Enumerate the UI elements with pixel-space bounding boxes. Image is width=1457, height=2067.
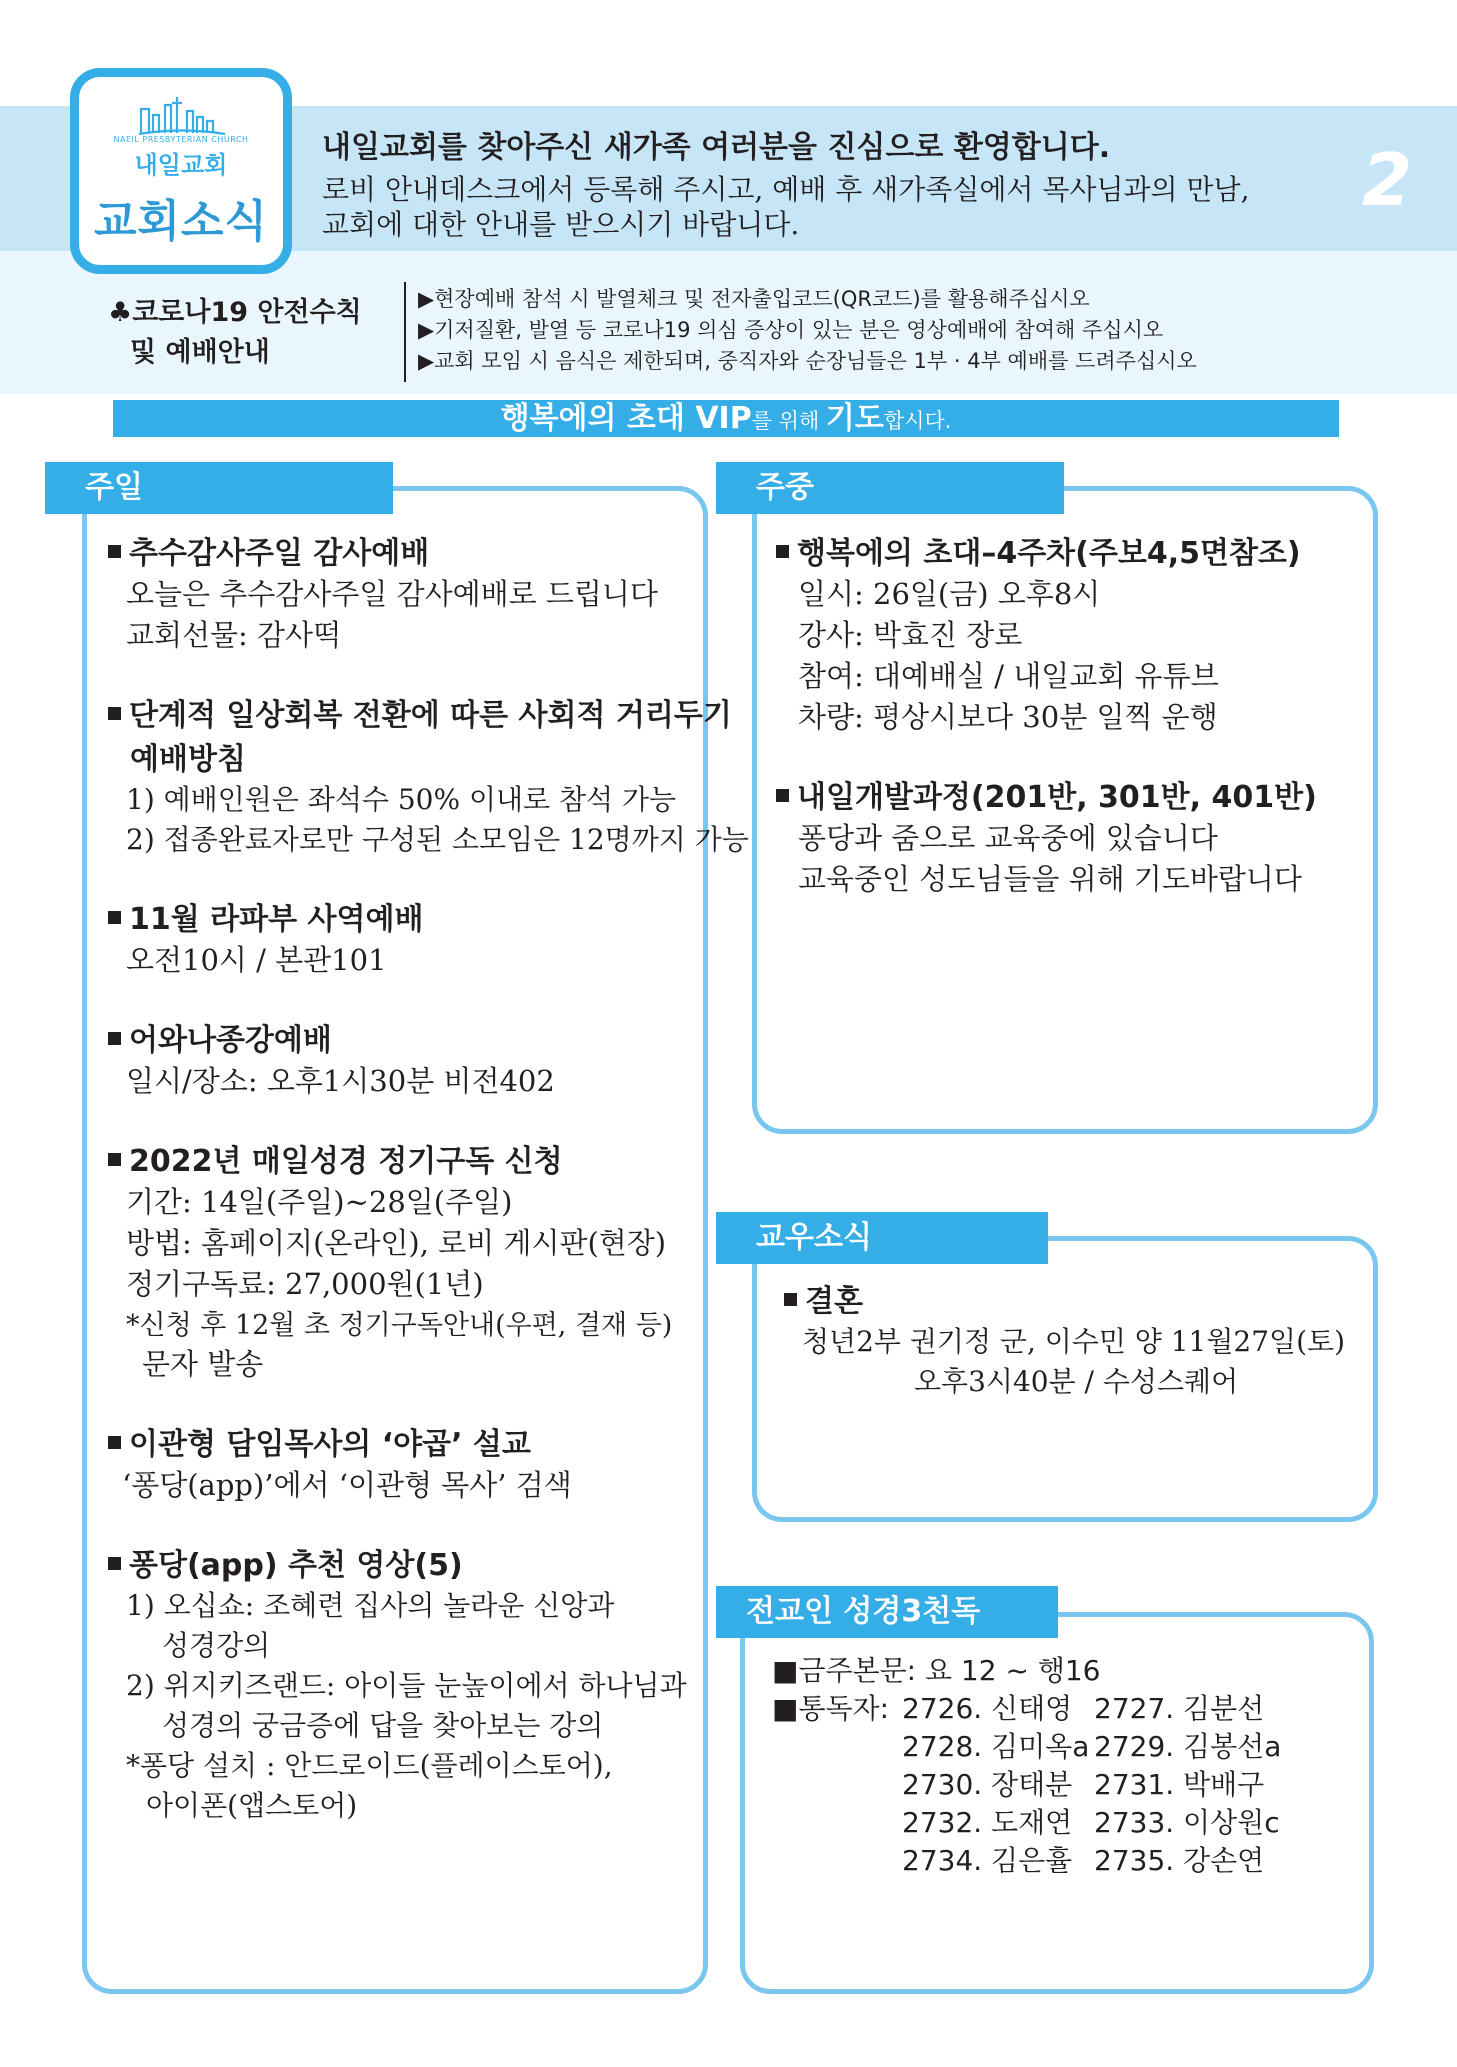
list-item: ▶기저질환, 발열 등 코로나19 의심 증상이 있는 분은 영상예배에 참여해 주십시오 (418, 318, 1164, 342)
divider (404, 282, 406, 382)
logo-church-name: 내일교회 (134, 151, 228, 179)
news-item-title (108, 1540, 688, 1584)
news-item-title-text: 결혼 (805, 1284, 863, 1319)
members-content (784, 1276, 1374, 1400)
news-item-title-text: 내일개발과정(201반, 301반, 401반) (797, 780, 1317, 815)
banner-text: 를 위해 (751, 409, 826, 433)
news-item (108, 894, 688, 979)
bullet-square-icon (108, 911, 121, 924)
welcome-line: 교회에 대한 안내를 받으시기 바랍니다. (322, 208, 800, 241)
bullet-square-icon (108, 1032, 121, 1045)
news-item-line: 오전10시 / 본관101 (126, 943, 387, 977)
reader-entry: 2732. 도재연 (902, 1806, 1073, 1839)
reader-row (902, 1766, 1281, 1804)
welcome-headline: 내일교회를 찾아주신 새가족 여러분을 진심으로 환영합니다. (322, 130, 1111, 165)
covid-notice-title-line: 및 예배안내 (130, 337, 270, 368)
news-item-title-text: 2022년 매일성경 정기구독 신청 (129, 1144, 563, 1179)
news-item-title-text: 단계적 일상회복 전환에 따른 사회적 거리두기 (129, 698, 732, 733)
news-item-title (776, 772, 1366, 816)
news-item-title-text: 이관형 담임목사의 ‘야곱’ 설교 (129, 1427, 531, 1462)
church-logo (70, 68, 292, 274)
news-item-title (108, 894, 688, 938)
reader-grid (902, 1690, 1281, 1880)
reader-entry: 2735. 강손연 (1094, 1844, 1265, 1877)
sunday-content (108, 528, 749, 1824)
news-item (108, 528, 688, 654)
news-item-line: 기간: 14일(주일)~28일(주일) (126, 1185, 513, 1219)
news-item-line: ‘퐁당(app)’에서 ‘이관형 목사’ 검색 (122, 1468, 572, 1502)
news-item (108, 1015, 688, 1100)
news-item-title-text: 11월 라파부 사역예배 (129, 902, 424, 937)
news-item-line: 아이폰(앱스토어) (146, 1789, 358, 1822)
news-item-line: 2) 위지키즈랜드: 아이들 눈높이에서 하나님과 (126, 1669, 687, 1702)
news-item-line: 강사: 박효진 장로 (798, 618, 1023, 652)
reader-row (902, 1842, 1281, 1880)
bullet-square-icon (776, 545, 789, 558)
bullet-square-icon (108, 1436, 121, 1449)
bible-reading-tab: 전교인 성경3천독 (716, 1586, 1058, 1638)
news-item-line: 문자 발송 (142, 1347, 264, 1381)
banner-strong: 기도 (825, 401, 884, 436)
news-item-title (108, 1136, 688, 1180)
list-item: ▶현장예배 참석 시 발열체크 및 전자출입코드(QR코드)를 활용해주십시오 (418, 287, 1090, 311)
bible-passage: ■금주본문: 요 12 ~ 행16 (772, 1654, 1101, 1687)
news-item (108, 1540, 688, 1824)
news-item-title (108, 690, 732, 734)
church-skyline-icon (137, 95, 227, 135)
welcome-line: 로비 안내데스크에서 등록해 주시고, 예배 후 새가족실에서 목사님과의 만남, (322, 173, 1250, 206)
banner-text: 합시다. (883, 409, 952, 433)
logo-english-name: NAEIL PRESBYTERIAN CHURCH (113, 135, 249, 144)
news-item-line: 오늘은 추수감사주일 감사예배로 드립니다 (126, 577, 658, 611)
reader-entry: 2734. 김은휼 (902, 1844, 1073, 1877)
reader-entry: 2733. 이상원c (1094, 1806, 1280, 1839)
members-tab: 교우소식 (716, 1212, 1048, 1264)
covid-notice-list (418, 284, 1197, 377)
news-item-line: *퐁당 설치 : 안드로이드(플레이스토어), (126, 1749, 613, 1782)
news-item-title-text: 행복에의 초대–4주차(주보4,5면참조) (797, 536, 1301, 571)
bullet-square-icon (784, 1293, 797, 1306)
bullet-square-icon (776, 789, 789, 802)
news-item-line: 성경의 궁금증에 답을 찾아보는 강의 (162, 1709, 604, 1742)
vip-prayer-banner (113, 400, 1339, 437)
news-item-line: 퐁당과 줌으로 교육중에 있습니다 (798, 821, 1218, 855)
news-item-line: 1) 예배인원은 좌석수 50% 이내로 참석 가능 (126, 783, 677, 816)
news-item-title (108, 528, 688, 572)
reader-entry: 2728. 김미옥a (902, 1730, 1090, 1763)
sunday-tab: 주일 (45, 462, 393, 514)
bullet-square-icon (108, 1557, 121, 1570)
reader-entry: 2730. 장태분 (902, 1768, 1073, 1801)
bullet-square-icon (108, 1153, 121, 1166)
reader-row (902, 1728, 1281, 1766)
news-item-title (776, 528, 1366, 572)
news-item-line: 교회선물: 감사떡 (126, 618, 342, 652)
page-title: 교회소식 (93, 196, 268, 247)
news-item-title-text: 추수감사주일 감사예배 (129, 536, 430, 571)
list-item: ▶교회 모임 시 음식은 제한되며, 중직자와 순장님들은 1부 · 4부 예배를 드려주십시오 (418, 349, 1197, 373)
news-item-line: 오후3시40분 / 수성스퀘어 (914, 1365, 1239, 1398)
weekday-content (776, 528, 1366, 898)
reader-entry: 2729. 김봉선a (1094, 1730, 1282, 1763)
news-item-line: 차량: 평상시보다 30분 일찍 운행 (798, 700, 1218, 734)
news-item-title (784, 1276, 1374, 1320)
bible-reading-content (772, 1652, 1362, 1885)
news-item-line: 청년2부 권기정 군, 이수민 양 11월27일(토) (802, 1325, 1345, 1358)
weekday-tab: 주중 (716, 462, 1064, 514)
news-item-line: 일시: 26일(금) 오후8시 (798, 577, 1101, 611)
page-number: 2 (1362, 138, 1413, 222)
bullet-square-icon (108, 707, 121, 720)
news-item-line: 교육중인 성도님들을 위해 기도바랍니다 (798, 862, 1302, 896)
news-item (776, 772, 1366, 898)
news-item-title-text: 퐁당(app) 추천 영상(5) (129, 1548, 463, 1583)
news-item-line: 2) 접종완료자로만 구성된 소모임은 12명까지 가능 (126, 823, 749, 856)
reader-row (902, 1690, 1281, 1728)
news-item-title (108, 1015, 688, 1059)
reader-entry: 2731. 박배구 (1094, 1768, 1265, 1801)
news-item-line: 일시/장소: 오후1시30분 비전402 (126, 1064, 555, 1098)
news-item (776, 528, 1366, 736)
banner-strong: 행복에의 초대 VIP (500, 401, 752, 436)
reader-list (772, 1690, 1362, 1885)
news-item-line: 참여: 대예배실 / 내일교회 유튜브 (798, 659, 1219, 693)
news-item-line: 방법: 홈페이지(온라인), 로비 게시판(현장) (126, 1226, 667, 1260)
news-item-line: 정기구독료: 27,000원(1년) (126, 1267, 484, 1301)
news-item (108, 1136, 688, 1383)
reader-row (902, 1804, 1281, 1842)
news-item-title-text: 예배방침 (130, 742, 246, 777)
reader-entry: 2726. 신태영 (902, 1692, 1073, 1725)
news-item (108, 690, 749, 858)
bullet-square-icon (108, 545, 121, 558)
news-item (108, 1419, 688, 1504)
news-item-title (108, 1419, 688, 1463)
covid-notice-title (108, 293, 362, 373)
news-item-title-text: 어와나종강예배 (129, 1023, 332, 1058)
news-item-line: 성경강의 (162, 1629, 271, 1662)
news-item-line: *신청 후 12월 초 정기구독안내(우편, 결재 등) (126, 1310, 673, 1341)
readers-label: ■통독자: (772, 1692, 890, 1725)
reader-entry: 2727. 김분선 (1094, 1692, 1265, 1725)
news-item-line: 1) 오십쇼: 조혜련 집사의 놀라운 신앙과 (126, 1589, 615, 1622)
covid-notice-title-line: ♣코로나19 안전수칙 (108, 297, 362, 328)
